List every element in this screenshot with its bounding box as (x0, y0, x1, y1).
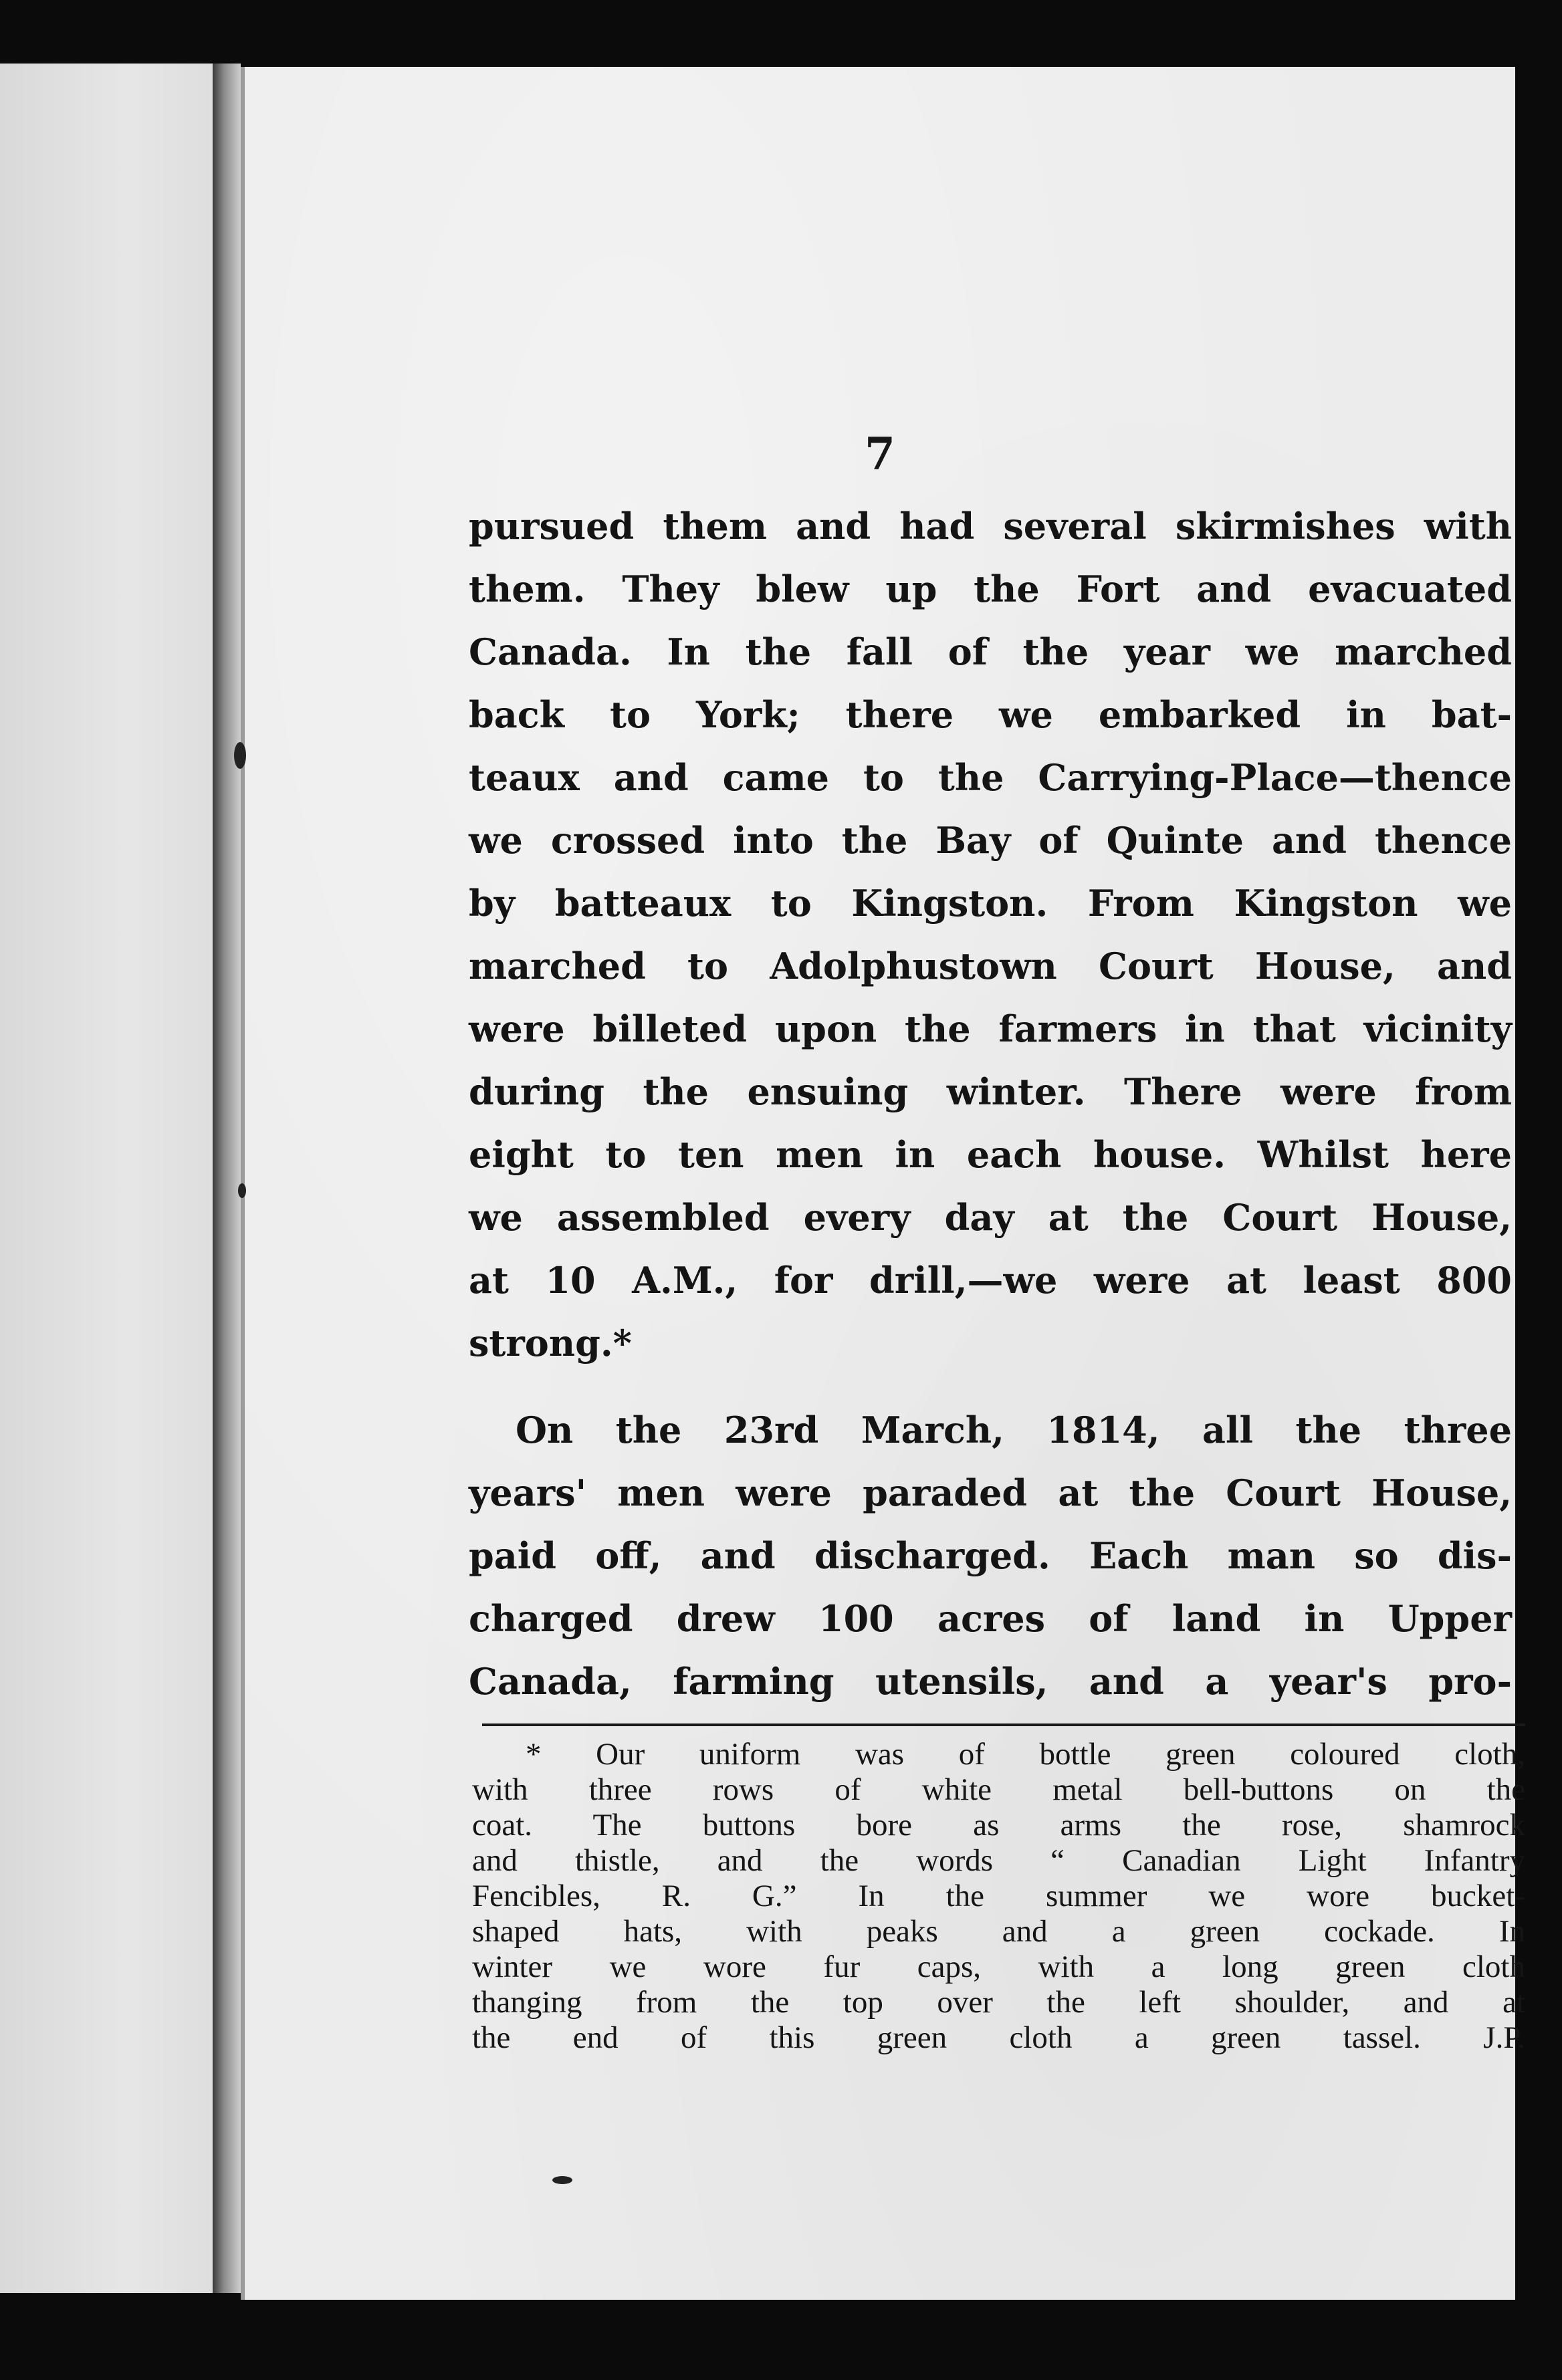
text-line: marched to Adolphustown Court House, and (469, 945, 1512, 987)
text-line: them. They blew up the Fort and evacuated (469, 568, 1512, 610)
ink-speck (238, 1183, 246, 1198)
footnote-line: thanging from the top over the left shoulder, and at (472, 1985, 1525, 2020)
footnote-line: shaped hats, with peaks and a green cockade. In (472, 1914, 1525, 1949)
footnote-divider (482, 1723, 1525, 1726)
footnote-line: the end of this green cloth a green tassel. J.P. (472, 2020, 1525, 2055)
text-line: years' men were paraded at the Court House, (469, 1471, 1512, 1514)
footnote (472, 1737, 1525, 2056)
paragraph-gap (469, 1375, 1512, 1399)
ink-speck (234, 742, 246, 769)
text-line: Canada. In the fall of the year we marched (469, 630, 1512, 673)
footnote-line: winter we wore fur caps, with a long green cloth (472, 1949, 1525, 1984)
footnote-line: coat. The buttons bore as arms the rose, shamrock (472, 1808, 1525, 1842)
paragraph-1 (469, 495, 1512, 1375)
text-line: teaux and came to the Carrying-Place—thence (469, 756, 1512, 799)
footnote-line: Fencibles, R. G.” In the summer we wore bucket- (472, 1879, 1525, 1913)
gutter-shadow (213, 64, 241, 2293)
text-line: eight to ten men in each house. Whilst here (469, 1133, 1512, 1176)
text-line: charged drew 100 acres of land in Upper (469, 1597, 1512, 1640)
text-line: paid off, and discharged. Each man so dis- (469, 1534, 1512, 1577)
text-line: Canada, farming utensils, and a year's pro- (469, 1660, 1512, 1703)
text-line: we assembled every day at the Court House, (469, 1196, 1512, 1239)
paragraph-2 (469, 1399, 1512, 1713)
page-number: 7 (865, 428, 895, 480)
text-line: by batteaux to Kingston. From Kingston we (469, 882, 1512, 925)
text-line: during the ensuing winter. There were from (469, 1070, 1512, 1113)
text-line: we crossed into the Bay of Quinte and thence (469, 819, 1512, 862)
text-line: back to York; there we embarked in bat- (469, 693, 1512, 736)
footnote-line: with three rows of white metal bell-buttons on the (472, 1772, 1525, 1807)
footnote-line: * Our uniform was of bottle green coloured cloth, (526, 1737, 1525, 1772)
text-line: pursued them and had several skirmishes with (469, 505, 1512, 548)
body-text (469, 495, 1512, 1713)
left-blank-leaf (0, 64, 219, 2293)
book-page (241, 67, 1525, 2300)
text-line: at 10 A.M., for drill,—we were at least 800 (469, 1259, 1512, 1302)
footnote-line: and thistle, and the words “ Canadian Light Infantry (472, 1843, 1525, 1878)
text-line: strong.* (469, 1322, 632, 1364)
text-line: were billeted upon the farmers in that vicinity (469, 1007, 1512, 1050)
text-line: On the 23rd March, 1814, all the three (516, 1409, 1512, 1451)
ink-speck (552, 2176, 572, 2184)
